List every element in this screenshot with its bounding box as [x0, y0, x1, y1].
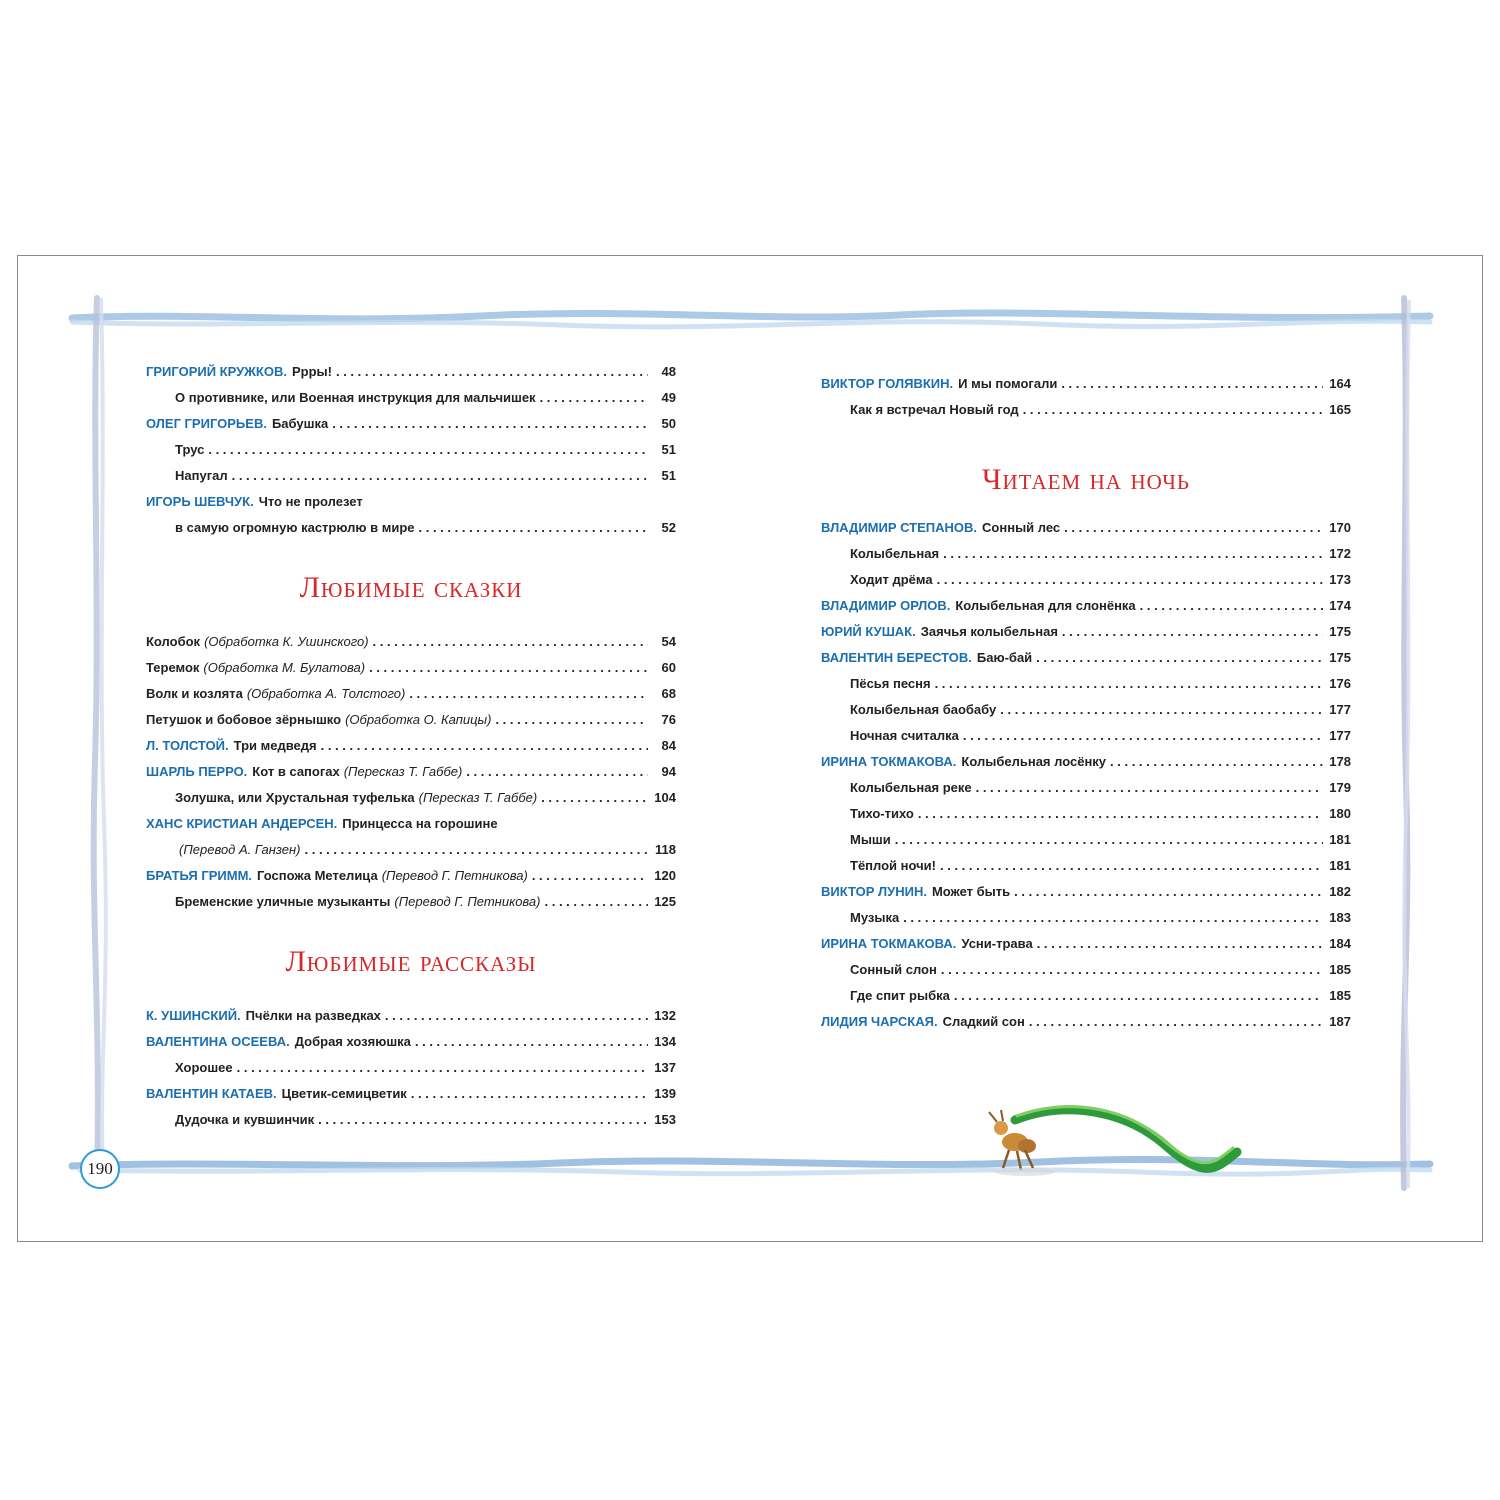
entry-page-number: 84 — [661, 737, 676, 753]
entry-note: (Обработка А. Толстого) — [246, 685, 406, 701]
entry-page-number: 172 — [1329, 545, 1351, 561]
entry-page-number: 52 — [661, 519, 676, 535]
toc-entry — [821, 956, 1351, 982]
toc-entry — [146, 1002, 676, 1028]
entry-title: Пёсья песня — [850, 675, 931, 691]
leader-dots — [409, 686, 648, 701]
leader-dots — [954, 988, 1323, 1003]
toc-entry — [821, 852, 1351, 878]
entry-page-number: 180 — [1329, 805, 1351, 821]
toc-entry — [821, 592, 1351, 618]
toc-entry — [821, 982, 1351, 1008]
toc-entry — [146, 888, 676, 914]
leader-dots — [1036, 650, 1323, 665]
entry-page-number: 165 — [1329, 401, 1351, 417]
entry-page-number: 51 — [661, 467, 676, 483]
leader-dots — [1000, 702, 1323, 717]
entry-title: Сонный лес — [982, 519, 1061, 535]
entry-author: Л. ТОЛСТОЙ. — [146, 737, 229, 753]
entry-title: Сонный слон — [850, 961, 937, 977]
leader-dots — [385, 1008, 648, 1023]
entry-title: Бременские уличные музыканты — [175, 893, 391, 909]
entry-title: Тихо-тихо — [850, 805, 914, 821]
entry-page-number: 50 — [661, 415, 676, 431]
entry-page-number: 181 — [1329, 857, 1351, 873]
entry-title: Тёплой ночи! — [850, 857, 936, 873]
entry-page-number: 137 — [654, 1059, 676, 1075]
left-top-entries — [146, 358, 676, 540]
entry-note: (Перевод А. Ганзен) — [179, 841, 301, 857]
toc-entry — [146, 810, 676, 836]
entry-page-number: 178 — [1329, 753, 1351, 769]
leader-dots — [495, 712, 648, 727]
right-top-entries — [821, 370, 1351, 422]
toc-entry — [146, 462, 676, 488]
leader-dots — [336, 364, 648, 379]
leader-dots — [208, 442, 648, 457]
toc-entry — [821, 904, 1351, 930]
leader-dots — [941, 962, 1323, 977]
toc-entry — [146, 384, 676, 410]
leader-dots — [976, 780, 1323, 795]
entry-author: ИРИНА ТОКМАКОВА. — [821, 753, 957, 769]
toc-entry — [146, 862, 676, 888]
fairy-tale-entries — [146, 628, 676, 914]
leader-dots — [318, 1112, 648, 1127]
leader-dots — [419, 520, 649, 535]
toc-entry — [146, 488, 676, 514]
entry-author: ШАРЛЬ ПЕРРО. — [146, 763, 248, 779]
entry-title: Хорошее — [175, 1059, 233, 1075]
entry-author: ВЛАДИМИР ОРЛОВ. — [821, 597, 951, 613]
toc-entry — [146, 514, 676, 540]
entry-title: Бабушка — [271, 415, 329, 431]
entry-title: Заячья колыбельная — [920, 623, 1058, 639]
left-column — [146, 358, 676, 1132]
leader-dots — [943, 546, 1323, 561]
leader-dots — [963, 728, 1323, 743]
entry-author: ИГОРЬ ШЕВЧУК. — [146, 493, 254, 509]
entry-page-number: 153 — [654, 1111, 676, 1127]
toc-entry — [821, 540, 1351, 566]
entry-page-number: 139 — [654, 1085, 676, 1101]
entry-page-number: 185 — [1329, 961, 1351, 977]
leader-dots — [415, 1034, 648, 1049]
toc-entry — [821, 396, 1351, 422]
entry-page-number: 187 — [1329, 1013, 1351, 1029]
entry-title: Колыбельная — [850, 545, 940, 561]
toc-entry — [821, 774, 1351, 800]
toc-entry — [821, 800, 1351, 826]
entry-page-number: 120 — [654, 867, 676, 883]
leader-dots — [545, 894, 649, 909]
entry-page-number: 185 — [1329, 987, 1351, 1003]
entry-author: К. УШИНСКИЙ. — [146, 1007, 241, 1023]
leader-dots — [1140, 598, 1323, 613]
toc-entry — [146, 680, 676, 706]
entry-page-number: 174 — [1329, 597, 1351, 613]
entry-page-number: 132 — [654, 1007, 676, 1023]
entry-page-number: 48 — [661, 363, 676, 379]
entry-page-number: 164 — [1329, 375, 1351, 391]
entry-title: Госпожа Метелица — [257, 867, 378, 883]
leader-dots — [332, 416, 648, 431]
entry-title: Колыбельная лосёнку — [961, 753, 1107, 769]
entry-page-number: 60 — [661, 659, 676, 675]
leader-dots — [305, 842, 649, 857]
leader-dots — [1062, 624, 1323, 639]
toc-entry — [146, 732, 676, 758]
entry-page-number: 118 — [655, 841, 676, 857]
toc-entry — [821, 826, 1351, 852]
toc-entry — [821, 930, 1351, 956]
toc-entry — [821, 722, 1351, 748]
toc-entry — [146, 706, 676, 732]
bedtime-entries — [821, 514, 1351, 1034]
section-heading-bedtime: Читаем на ночь — [982, 463, 1190, 496]
entry-page-number: 51 — [661, 441, 676, 457]
toc-entry — [146, 358, 676, 384]
toc-entry — [146, 1054, 676, 1080]
entry-page-number: 177 — [1329, 727, 1351, 743]
toc-entry — [821, 370, 1351, 396]
leader-dots — [373, 634, 648, 649]
page-number-badge: 190 — [80, 1149, 120, 1189]
entry-page-number: 179 — [1329, 779, 1351, 795]
entry-page-number: 173 — [1329, 571, 1351, 587]
entry-page-number: 76 — [661, 711, 676, 727]
toc-entry — [146, 628, 676, 654]
entry-title: Колобок — [146, 633, 201, 649]
entry-title: Музыка — [850, 909, 900, 925]
entry-title: Что не пролезет — [258, 493, 363, 509]
entry-title: Усни-трава — [961, 935, 1033, 951]
leader-dots — [903, 910, 1323, 925]
entry-author: ОЛЕГ ГРИГОРЬЕВ. — [146, 415, 267, 431]
leader-dots — [1064, 520, 1323, 535]
entry-page-number: 176 — [1329, 675, 1351, 691]
entry-page-number: 182 — [1329, 883, 1351, 899]
entry-title: Напугал — [175, 467, 228, 483]
leader-dots — [1029, 1014, 1323, 1029]
leader-dots — [918, 806, 1323, 821]
entry-note: (Перевод Г. Петникова) — [394, 893, 541, 909]
leader-dots — [895, 832, 1323, 847]
entry-title: в самую огромную кастрюлю в мире — [175, 519, 415, 535]
entry-title: Принцесса на горошине — [342, 815, 498, 831]
entry-author: ЛИДИЯ ЧАРСКАЯ. — [821, 1013, 938, 1029]
toc-entry — [146, 1080, 676, 1106]
entry-note: (Обработка О. Капицы) — [345, 711, 492, 727]
entry-title: Где спит рыбка — [850, 987, 950, 1003]
entry-title: Кот в сапогах — [252, 763, 340, 779]
entry-author: ВАЛЕНТИН КАТАЕВ. — [146, 1085, 277, 1101]
section-heading-stories: Любимые рассказы — [285, 945, 537, 978]
toc-entry — [821, 566, 1351, 592]
toc-entry — [146, 1028, 676, 1054]
entry-page-number: 125 — [654, 893, 676, 909]
toc-entry — [821, 618, 1351, 644]
leader-dots — [369, 660, 648, 675]
toc-entry — [146, 654, 676, 680]
leader-dots — [1110, 754, 1323, 769]
entry-title: И мы помогали — [958, 375, 1058, 391]
entry-page-number: 54 — [661, 633, 676, 649]
toc-entry — [821, 644, 1351, 670]
leader-dots — [466, 764, 648, 779]
toc-entry — [821, 1008, 1351, 1034]
entry-title: Мыши — [850, 831, 891, 847]
entry-note: (Обработка М. Булатова) — [203, 659, 366, 675]
leader-dots — [237, 1060, 648, 1075]
entry-note: (Перевод Г. Петникова) — [381, 867, 528, 883]
toc-entry — [146, 784, 676, 810]
entry-title: Добрая хозяюшка — [294, 1033, 411, 1049]
leader-dots — [232, 468, 648, 483]
toc-entry — [146, 1106, 676, 1132]
leader-dots — [935, 676, 1323, 691]
entry-title: Теремок — [146, 659, 200, 675]
entry-page-number: 184 — [1329, 935, 1351, 951]
toc-entry — [821, 514, 1351, 540]
entry-author: ГРИГОРИЙ КРУЖКОВ. — [146, 363, 287, 379]
entry-title: Как я встречал Новый год — [850, 401, 1019, 417]
right-column — [821, 370, 1351, 1034]
entry-title: Колыбельная баобабу — [850, 701, 997, 717]
entry-title: Ходит дрёма — [850, 571, 933, 587]
entry-title: Сладкий сон — [942, 1013, 1025, 1029]
entry-title: Колыбельная реке — [850, 779, 972, 795]
leader-dots — [411, 1086, 648, 1101]
entry-title: Ночная считалка — [850, 727, 959, 743]
entry-page-number: 181 — [1329, 831, 1351, 847]
toc-entry — [146, 758, 676, 784]
entry-title: Пчёлки на разведках — [245, 1007, 381, 1023]
entry-page-number: 104 — [654, 789, 676, 805]
entry-title: Волк и козлята — [146, 685, 243, 701]
entry-title: Три медведя — [233, 737, 317, 753]
entry-title: Золушка, или Хрустальная туфелька — [175, 789, 415, 805]
entry-author: ЮРИЙ КУШАК. — [821, 623, 916, 639]
leader-dots — [1014, 884, 1323, 899]
entry-page-number: 183 — [1329, 909, 1351, 925]
entry-author: ВАЛЕНТИН БЕРЕСТОВ. — [821, 649, 972, 665]
leader-dots — [1023, 402, 1323, 417]
entry-page-number: 94 — [661, 763, 676, 779]
entry-author: ВАЛЕНТИНА ОСЕЕВА. — [146, 1033, 290, 1049]
toc-entry — [821, 748, 1351, 774]
entry-title: Петушок и бобовое зёрнышко — [146, 711, 342, 727]
entry-page-number: 175 — [1329, 649, 1351, 665]
story-entries — [146, 1002, 676, 1132]
entry-note: (Пересказ Т. Габбе) — [418, 789, 538, 805]
entry-title: Ррры! — [291, 363, 332, 379]
entry-title: Трус — [175, 441, 205, 457]
entry-page-number: 175 — [1329, 623, 1351, 639]
entry-title: Баю-бай — [976, 649, 1033, 665]
leader-dots — [321, 738, 648, 753]
leader-dots — [1061, 376, 1323, 391]
toc-entry — [821, 670, 1351, 696]
entry-author: ВЛАДИМИР СТЕПАНОВ. — [821, 519, 978, 535]
entry-author: ХАНС КРИСТИАН АНДЕРСЕН. — [146, 815, 338, 831]
entry-title: Цветик-семицветик — [281, 1085, 407, 1101]
entry-page-number: 68 — [661, 685, 676, 701]
entry-page-number: 177 — [1329, 701, 1351, 717]
leader-dots — [540, 390, 648, 405]
toc-entry — [146, 410, 676, 436]
entry-page-number: 134 — [654, 1033, 676, 1049]
entry-author: ВИКТОР ЛУНИН. — [821, 883, 927, 899]
leader-dots — [541, 790, 648, 805]
entry-title: О противнике, или Военная инструкция для мальчишек — [175, 389, 536, 405]
toc-entry — [146, 836, 676, 862]
toc-entry — [146, 436, 676, 462]
ant-with-grass-illustration — [975, 1090, 1245, 1180]
entry-page-number: 49 — [661, 389, 676, 405]
entry-author: БРАТЬЯ ГРИММ. — [146, 867, 253, 883]
entry-title: Колыбельная для слонёнка — [955, 597, 1136, 613]
entry-title: Дудочка и кувшинчик — [175, 1111, 315, 1127]
entry-note: (Обработка К. Ушинского) — [204, 633, 369, 649]
toc-entry — [821, 878, 1351, 904]
leader-dots — [940, 858, 1323, 873]
entry-author: ИРИНА ТОКМАКОВА. — [821, 935, 957, 951]
entry-page-number: 170 — [1329, 519, 1351, 535]
leader-dots — [937, 572, 1323, 587]
leader-dots — [532, 868, 648, 883]
entry-title: Может быть — [931, 883, 1011, 899]
entry-author: ВИКТОР ГОЛЯВКИН. — [821, 375, 954, 391]
entry-note: (Пересказ Т. Габбе) — [343, 763, 463, 779]
leader-dots — [1037, 936, 1323, 951]
toc-entry — [821, 696, 1351, 722]
section-heading-fairy-tales: Любимые сказки — [299, 571, 523, 604]
